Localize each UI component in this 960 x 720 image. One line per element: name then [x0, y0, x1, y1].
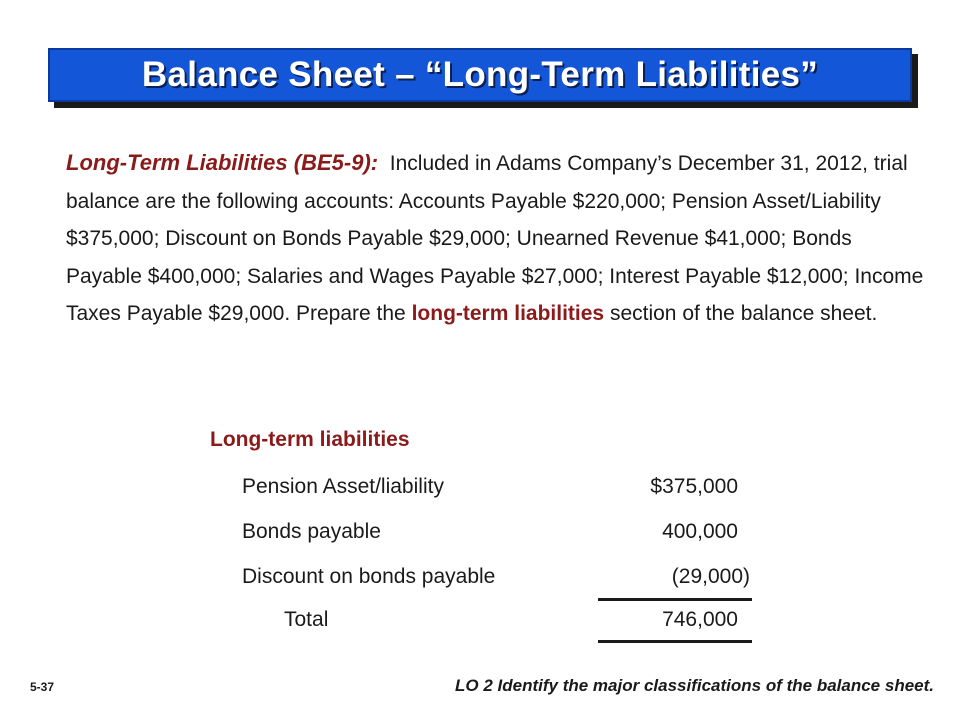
problem-paragraph	[66, 144, 926, 333]
learning-objective: LO 2 Identify the major classifications of the balance sheet.	[455, 676, 934, 695]
row-amount: $375,000	[650, 475, 738, 498]
schedule-heading: Long-term liabilities	[210, 428, 410, 451]
problem-text: Included in Adams Company’s December 31, 2012, trial balance are the following accounts: Accounts Payable $220,000; Pension Asset/Liability $375,000; Discount on Bonds Payable $29,000; Unearned Revenue $41,000; Bonds Payable $400,000; Salaries and Wages Payable $27,000; Interest Payable $12,000; Income Taxes Payable $29,000. Prepare the	[66, 152, 924, 325]
row-label: Discount on bonds payable	[242, 565, 496, 588]
total-amount: 746,000	[662, 608, 738, 631]
row-amount: (29,000)	[671, 565, 750, 588]
slide-number: 5-37	[30, 680, 55, 694]
subtotal-underline	[598, 598, 752, 601]
row-label: Bonds payable	[242, 520, 381, 543]
slide-title: Balance Sheet – “Long-Term Liabilities”	[141, 55, 819, 94]
problem-highlight: long-term liabilities	[411, 302, 605, 325]
total-label: Total	[284, 608, 329, 631]
row-amount: 400,000	[662, 520, 738, 543]
row-label: Pension Asset/liability	[242, 475, 444, 498]
problem-text-end: section of the balance sheet.	[609, 302, 878, 325]
problem-heading: Long-Term Liabilities (BE5-9):	[66, 150, 379, 175]
total-underline	[598, 640, 752, 643]
title-banner	[48, 48, 912, 102]
